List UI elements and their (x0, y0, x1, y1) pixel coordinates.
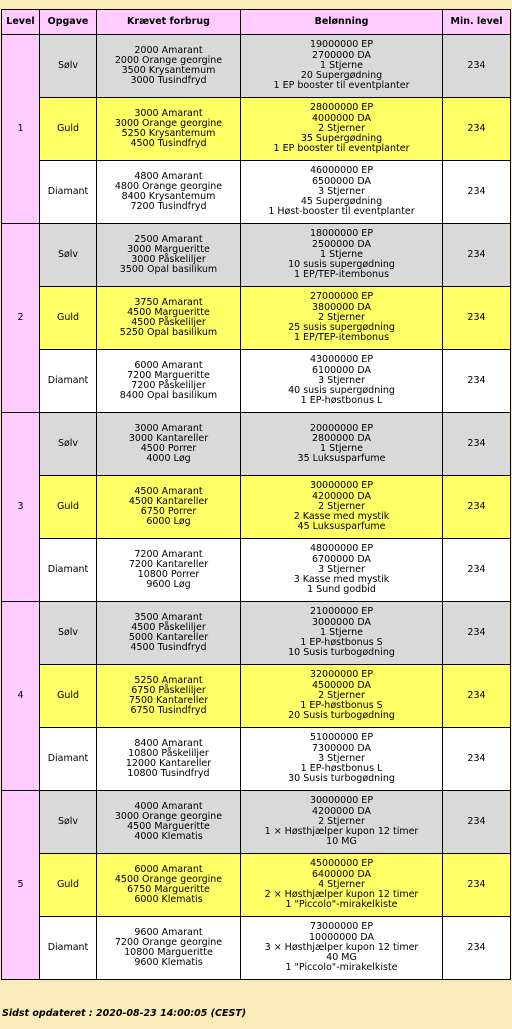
required-line: 8400 Opal basilikum (119, 390, 218, 402)
required-line: 4500 Amarant (134, 485, 203, 497)
table-body (2, 35, 511, 980)
required-line: 4500 Påskeliljer (131, 621, 206, 633)
required-line: 7200 Tusindfryd (130, 201, 207, 213)
task-cell: Diamant (40, 728, 97, 791)
min-level-cell: 234 (443, 224, 511, 287)
reward-line: 4500000 DA (312, 679, 371, 691)
reward-cell (241, 539, 443, 602)
required-line: 4500 Tusindfryd (130, 642, 207, 654)
table-row (2, 98, 511, 161)
required-line: 6000 Løg (146, 516, 191, 528)
required-line: 5250 Opal basilikum (119, 327, 218, 339)
required-line: 4000 Løg (146, 453, 191, 465)
min-level-cell: 234 (443, 602, 511, 665)
task-cell: Diamant (40, 350, 97, 413)
task-cell: Diamant (40, 161, 97, 224)
reward-line: 48000000 EP (309, 543, 374, 555)
reward-line: 2 Stjerner (318, 311, 365, 323)
reward-cell (241, 350, 443, 413)
reward-cell (241, 854, 443, 917)
reward-line: 3 Kasse med mystik (293, 574, 390, 586)
required-line: 4000 Klematis (134, 831, 203, 843)
reward-line: 1 Stjerne (320, 443, 363, 454)
min-level-cell: 234 (443, 539, 511, 602)
min-level-cell: 234 (443, 854, 511, 917)
task-cell: Guld (40, 98, 97, 161)
reward-line: 1 EP-høstbonus S (300, 637, 383, 649)
table-row (2, 224, 511, 287)
reward-line: 30000000 EP (309, 795, 374, 807)
reward-line: 1 "Piccolo"-mirakelkiste (285, 899, 398, 911)
reward-line: 20000000 EP (309, 422, 374, 434)
reward-line: 32000000 EP (309, 669, 374, 681)
required-line: 4000 Amarant (134, 800, 203, 812)
required-line: 3000 Orange georgine (114, 810, 223, 822)
reward-line: 1 Høst-booster til eventplanter (268, 206, 415, 218)
required-line: 3000 Orange georgine (114, 117, 223, 129)
reward-cell (241, 35, 443, 98)
reward-line: 10 Susis turbogødning (288, 647, 395, 659)
table-row (2, 539, 511, 602)
reward-line: 45 Supergødning (300, 196, 383, 208)
required-line: 8400 Krysantemum (121, 191, 216, 202)
table-row (2, 602, 511, 665)
level-cell: 2 (2, 224, 40, 413)
required-line: 4500 Tusindfryd (130, 138, 207, 150)
required-line: 5250 Amarant (134, 674, 203, 686)
reward-line: 2 × Høsthjælper kupon 12 timer (264, 889, 419, 901)
table-row (2, 161, 511, 224)
required-line: 4500 Kantareller (128, 495, 209, 507)
reward-cell (241, 98, 443, 161)
required-line: 5000 Kantareller (128, 632, 209, 643)
reward-line: 1 EP/TEP-itembonus (293, 332, 390, 344)
reward-line: 6400000 DA (312, 868, 371, 880)
reward-cell (241, 665, 443, 728)
reward-line: 4200000 DA (312, 490, 371, 502)
table-row (2, 665, 511, 728)
required-line: 12000 Kantareller (125, 758, 212, 769)
required-cell (97, 539, 241, 602)
last-updated: Sidst opdateret : 2020-08-23 14:00:05 (CEST) (2, 1008, 247, 1019)
reward-line: 45000000 EP (309, 858, 374, 870)
required-cell (97, 224, 241, 287)
reward-line: 1 EP-høstbonus L (300, 763, 383, 775)
min-level-cell: 234 (443, 161, 511, 224)
reward-cell (241, 602, 443, 665)
reward-cell (241, 476, 443, 539)
required-cell (97, 98, 241, 161)
reward-cell (241, 413, 443, 476)
task-cell: Sølv (40, 413, 97, 476)
required-line: 3000 Amarant (134, 107, 203, 119)
required-line: 4500 Margueritte (127, 306, 210, 318)
min-level-cell: 234 (443, 98, 511, 161)
reward-line: 28000000 EP (309, 102, 374, 114)
required-line: 7200 Påskeliljer (131, 380, 206, 391)
required-cell (97, 917, 241, 980)
reward-line: 6500000 DA (312, 175, 371, 187)
required-cell (97, 602, 241, 665)
reward-line: 25 susis supergødning (288, 322, 395, 334)
required-line: 3500 Amarant (134, 611, 203, 623)
required-cell (97, 35, 241, 98)
required-line: 4500 Porrer (140, 443, 197, 454)
table-row (2, 350, 511, 413)
level-cell: 5 (2, 791, 40, 980)
required-line: 4500 Orange georgine (114, 873, 223, 885)
required-cell (97, 728, 241, 791)
task-cell: Guld (40, 476, 97, 539)
reward-line: 45 Luksusparfume (297, 521, 386, 533)
table-row (2, 854, 511, 917)
required-line: 6750 Porrer (140, 506, 197, 517)
level-cell: 4 (2, 602, 40, 791)
reward-line: 10 susis supergødning (288, 259, 395, 271)
required-cell (97, 665, 241, 728)
reward-cell (241, 917, 443, 980)
min-level-cell: 234 (443, 728, 511, 791)
reward-cell (241, 287, 443, 350)
required-cell (97, 161, 241, 224)
reward-line: 10 MG (326, 836, 357, 848)
required-line: 9600 Amarant (134, 926, 203, 938)
reward-line: 1 EP-høstbonus L (300, 395, 383, 407)
reward-line: 43000000 EP (309, 354, 374, 366)
required-cell (97, 791, 241, 854)
reward-line: 1 Stjerne (320, 248, 363, 260)
reward-cell (241, 791, 443, 854)
required-cell (97, 854, 241, 917)
required-line: 6750 Påskeliljer (131, 684, 206, 696)
required-line: 3000 Amarant (134, 422, 203, 434)
reward-line: 1 Stjerne (320, 59, 363, 71)
required-line: 4500 Margueritte (127, 821, 210, 832)
reward-line: 7300000 DA (312, 742, 371, 754)
table-row (2, 413, 511, 476)
required-line: 4800 Orange georgine (114, 180, 223, 192)
required-line: 10800 Tusindfryd (127, 768, 210, 780)
reward-line: 2 Stjerner (318, 122, 365, 134)
header-task: Opgave (40, 10, 97, 35)
table-row (2, 728, 511, 791)
min-level-cell: 234 (443, 35, 511, 98)
reward-line: 1 Stjerne (320, 626, 363, 638)
reward-line: 73000000 EP (309, 921, 374, 933)
reward-line: 1 EP booster til eventplanter (273, 143, 410, 155)
table-row (2, 476, 511, 539)
task-cell: Sølv (40, 35, 97, 98)
reward-line: 3 × Høsthjælper kupon 12 timer (264, 941, 419, 953)
table-row (2, 287, 511, 350)
required-line: 2500 Amarant (134, 233, 203, 245)
required-line: 2000 Amarant (134, 44, 203, 56)
table-row (2, 917, 511, 980)
min-level-cell: 234 (443, 287, 511, 350)
reward-line: 3 Stjerner (318, 374, 365, 386)
reward-line: 30 Susis turbogødning (288, 773, 395, 785)
reward-line: 2 Stjerner (318, 689, 365, 701)
reward-line: 3800000 DA (312, 301, 371, 313)
required-line: 7200 Amarant (134, 548, 203, 560)
required-line: 3750 Amarant (134, 296, 203, 308)
min-level-cell: 234 (443, 413, 511, 476)
min-level-cell: 234 (443, 791, 511, 854)
required-line: 6750 Margueritte (127, 884, 210, 895)
required-line: 2000 Orange georgine (114, 54, 223, 66)
required-line: 8400 Amarant (134, 737, 203, 749)
reward-line: 18000000 EP (309, 228, 374, 240)
reward-line: 1 EP booster til eventplanter (273, 80, 410, 92)
reward-line: 1 × Høsthjælper kupon 12 timer (264, 826, 419, 838)
required-cell (97, 476, 241, 539)
required-cell (97, 287, 241, 350)
reward-line: 21000000 EP (309, 606, 374, 618)
required-cell (97, 413, 241, 476)
min-level-cell: 234 (443, 476, 511, 539)
reward-line: 6100000 DA (312, 364, 371, 376)
task-cell: Diamant (40, 917, 97, 980)
min-level-cell: 234 (443, 917, 511, 980)
header-level: Level (2, 10, 40, 35)
reward-line: 2500000 DA (312, 238, 371, 250)
required-line: 3000 Tusindfryd (130, 75, 207, 87)
reward-line: 27000000 EP (309, 291, 374, 303)
reward-line: 1 EP-høstbonus S (300, 700, 383, 712)
reward-line: 1 "Piccolo"-mirakelkiste (285, 962, 398, 974)
required-line: 6000 Klematis (134, 894, 203, 906)
required-line: 3000 Påskeliljer (131, 254, 206, 265)
table-row (2, 791, 511, 854)
reward-line: 2 Stjerner (318, 815, 365, 827)
min-level-cell: 234 (443, 665, 511, 728)
required-line: 6750 Tusindfryd (130, 705, 207, 717)
task-cell: Guld (40, 854, 97, 917)
reward-line: 2 Stjerner (318, 500, 365, 512)
reward-line: 35 Supergødning (300, 133, 383, 145)
required-line: 9600 Løg (146, 579, 191, 591)
task-cell: Diamant (40, 539, 97, 602)
required-line: 3500 Krysantemum (121, 65, 216, 76)
reward-line: 20 Susis turbogødning (288, 710, 395, 722)
min-level-cell: 234 (443, 350, 511, 413)
required-line: 7200 Kantareller (128, 558, 209, 570)
reward-line: 2 Kasse med mystik (293, 511, 390, 523)
reward-line: 40 susis supergødning (288, 385, 395, 397)
reward-line: 40 MG (326, 952, 357, 964)
reward-line: 2800000 DA (312, 432, 371, 444)
reward-table (1, 9, 511, 980)
required-line: 6000 Amarant (134, 863, 203, 875)
header-reward: Belønning (241, 10, 443, 35)
required-line: 7200 Orange georgine (114, 936, 223, 948)
reward-line: 4 Stjerner (318, 878, 365, 890)
required-line: 9600 Klematis (134, 957, 203, 969)
required-line: 7200 Margueritte (127, 369, 210, 381)
reward-line: 51000000 EP (309, 732, 374, 744)
task-cell: Guld (40, 287, 97, 350)
task-cell: Sølv (40, 602, 97, 665)
required-line: 4800 Amarant (134, 170, 203, 182)
reward-line: 35 Luksusparfume (297, 453, 386, 465)
reward-line: 4200000 DA (312, 805, 371, 817)
reward-line: 2700000 DA (312, 49, 371, 61)
required-line: 3000 Kantareller (128, 432, 209, 444)
required-line: 5250 Krysantemum (121, 128, 216, 139)
reward-line: 1 Sund godbid (307, 584, 376, 596)
required-line: 6000 Amarant (134, 359, 203, 371)
task-cell: Sølv (40, 224, 97, 287)
header-row (2, 10, 511, 35)
task-cell: Sølv (40, 791, 97, 854)
required-line: 10800 Margueritte (124, 947, 213, 958)
reward-line: 3000000 DA (312, 616, 371, 628)
reward-line: 30000000 EP (309, 480, 374, 492)
header-required: Krævet forbrug (97, 10, 241, 35)
reward-line: 6700000 DA (312, 553, 371, 565)
reward-line: 3 Stjerner (318, 752, 365, 764)
reward-cell (241, 728, 443, 791)
reward-line: 3 Stjerner (318, 185, 365, 197)
level-cell: 3 (2, 413, 40, 602)
required-line: 3000 Margueritte (127, 243, 210, 255)
required-line: 3500 Opal basilikum (119, 264, 218, 276)
required-cell (97, 350, 241, 413)
required-line: 10800 Påskeliljer (128, 747, 209, 759)
reward-line: 10000000 DA (308, 931, 375, 943)
header-min-level: Min. level (443, 10, 511, 35)
reward-line: 46000000 EP (309, 165, 374, 177)
required-line: 4500 Påskeliljer (131, 317, 206, 328)
reward-line: 4000000 DA (312, 112, 371, 124)
table-row (2, 35, 511, 98)
reward-line: 20 Supergødning (300, 70, 383, 82)
required-line: 7500 Kantareller (128, 695, 209, 706)
task-cell: Guld (40, 665, 97, 728)
reward-cell (241, 224, 443, 287)
reward-cell (241, 161, 443, 224)
required-line: 10800 Porrer (137, 569, 200, 580)
reward-line: 3 Stjerner (318, 563, 365, 575)
reward-line: 1 EP/TEP-itembonus (293, 269, 390, 281)
reward-line: 19000000 EP (309, 39, 374, 51)
level-cell: 1 (2, 35, 40, 224)
